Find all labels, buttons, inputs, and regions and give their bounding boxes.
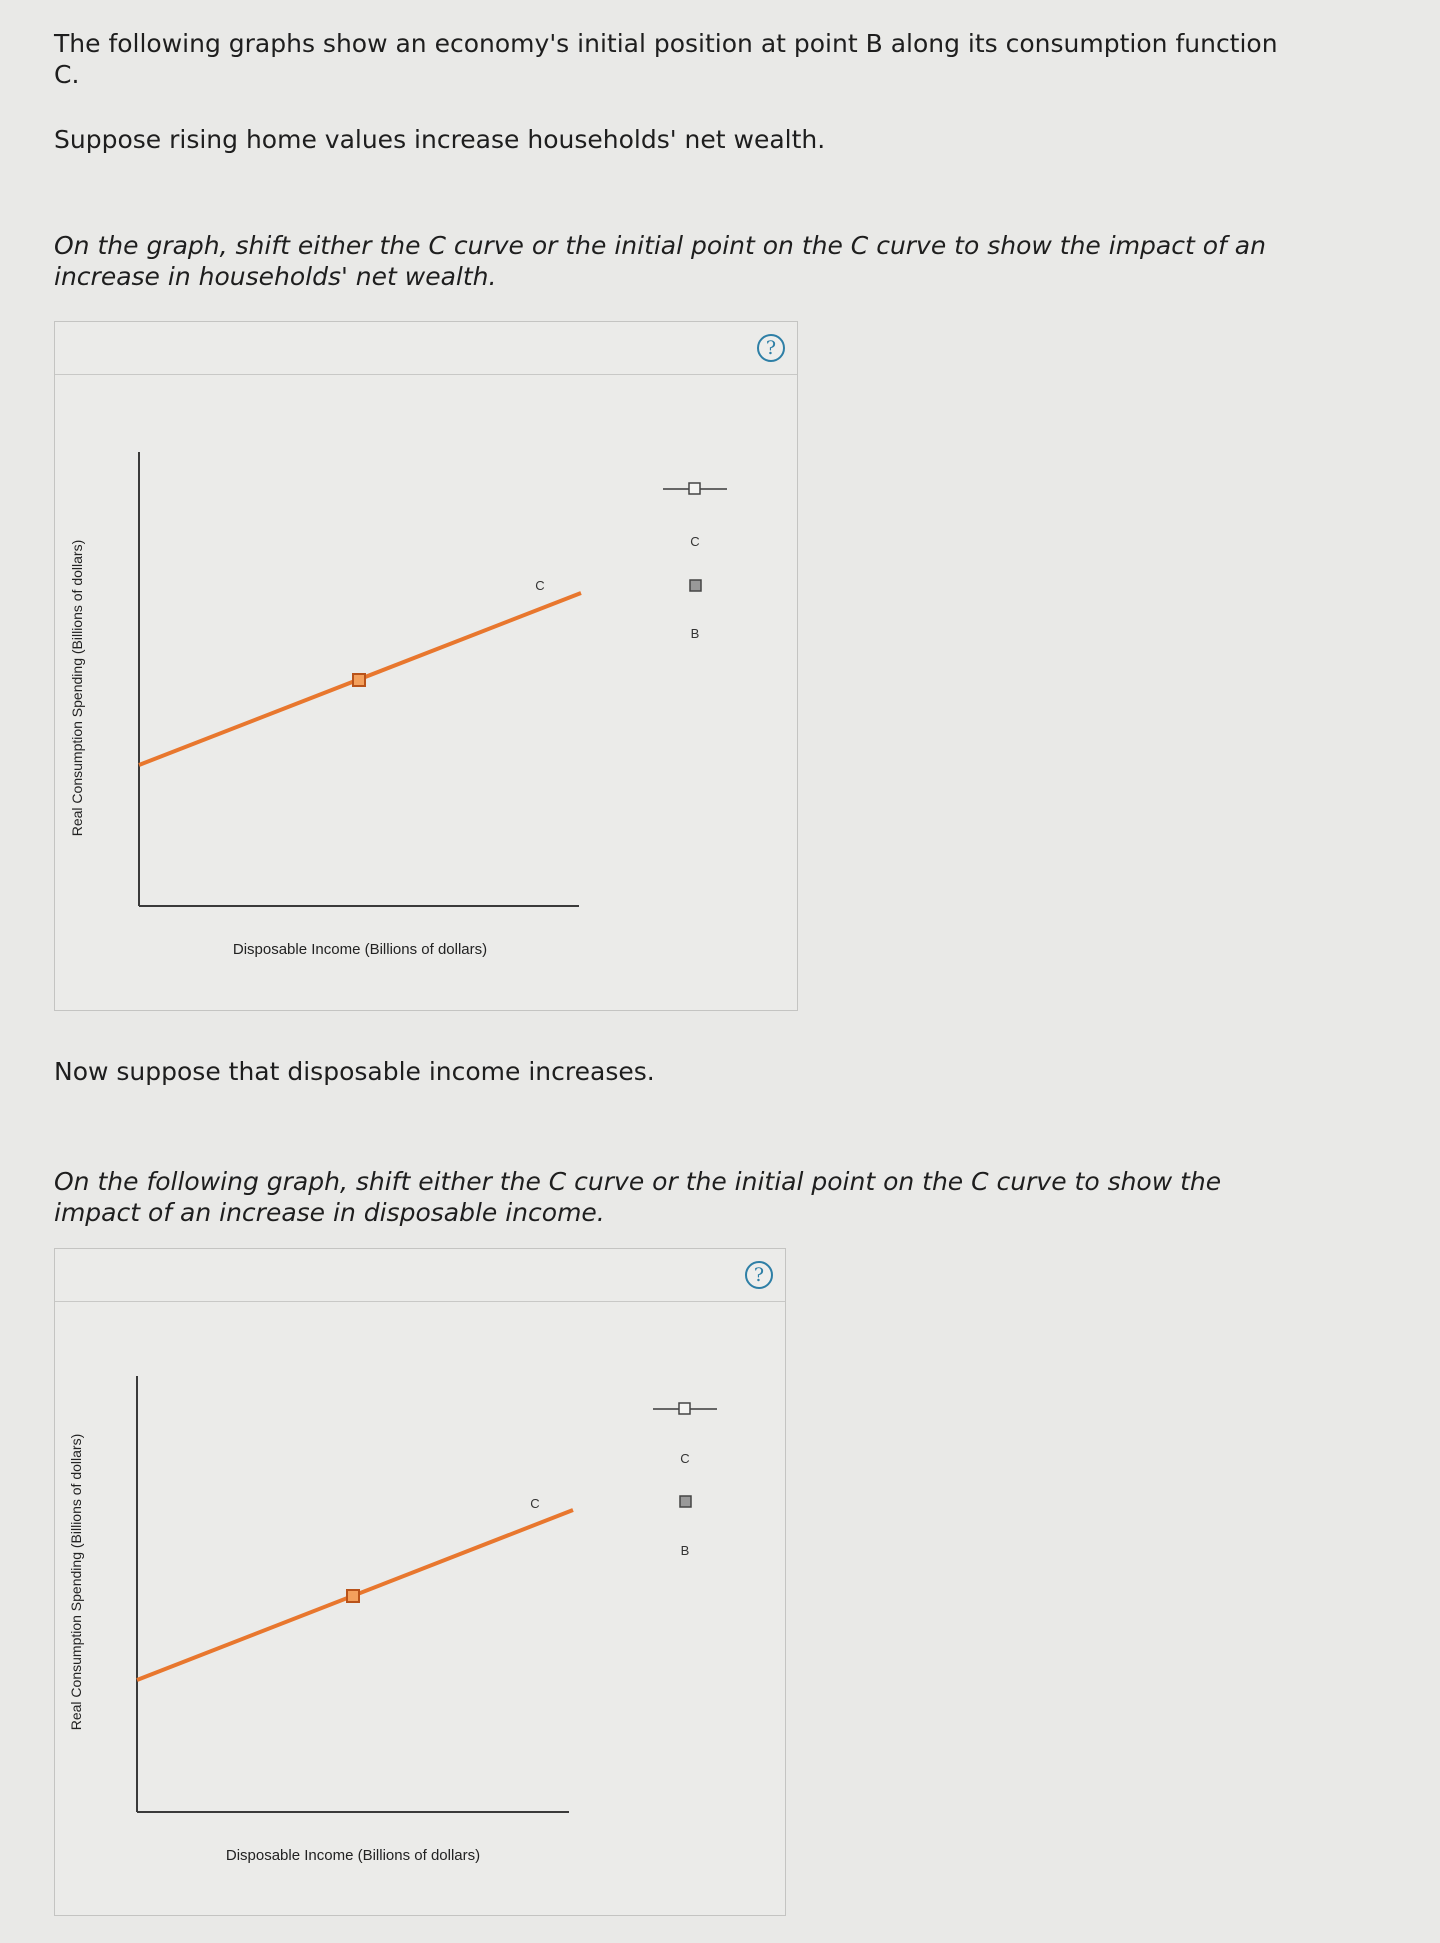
y-axis-label: Real Consumption Spending (Billions of dollars) (68, 1433, 84, 1731)
help-icon[interactable]: ? (745, 1261, 773, 1289)
square-point-icon (690, 580, 701, 591)
x-axis-label: Disposable Income (Billions of dollars) (232, 941, 488, 958)
palette-point-tool[interactable] (690, 580, 701, 641)
consumption-graph-income[interactable] (55, 1249, 784, 1914)
palette-point-label: B (680, 1543, 690, 1558)
consumption-graph-wealth[interactable] (55, 322, 796, 1009)
graph-panel-income (54, 1248, 786, 1916)
palette-line-tool[interactable] (663, 483, 727, 549)
graph-panel-wealth (54, 321, 798, 1011)
help-icon[interactable]: ? (757, 334, 785, 362)
instruction-wealth: On the graph, shift either the C curve or the initial point on the C curve to show the impact of an increase in households' net wealth. (54, 231, 1266, 291)
line-with-square-icon (663, 483, 727, 494)
palette-point-tool[interactable] (680, 1496, 691, 1558)
x-axis-label: Disposable Income (Billions of dollars) (225, 1847, 481, 1864)
palette-line-tool[interactable] (653, 1403, 717, 1466)
y-axis-label: Real Consumption Spending (Billions of dollars) (69, 539, 85, 837)
initial-point-b[interactable] (353, 674, 365, 686)
scenario-income: Now suppose that disposable income increases. (54, 1057, 655, 1086)
scenario-wealth: Suppose rising home values increase households' net wealth. (54, 125, 826, 154)
palette-line-label: C (680, 1451, 690, 1466)
instruction-income: On the following graph, shift either the C curve or the initial point on the C curve to show the impact of an increase in disposable income. (54, 1167, 1222, 1227)
line-with-square-icon (653, 1403, 717, 1414)
square-point-icon (680, 1496, 691, 1507)
palette-point-label: B (690, 626, 700, 641)
question-intro: The following graphs show an economy's initial position at point B along its consumption function C. (54, 29, 1278, 89)
curve-label-c: C (530, 1496, 540, 1511)
initial-point-b[interactable] (347, 1590, 359, 1602)
curve-label-c: C (535, 578, 545, 593)
palette-line-label: C (690, 534, 700, 549)
